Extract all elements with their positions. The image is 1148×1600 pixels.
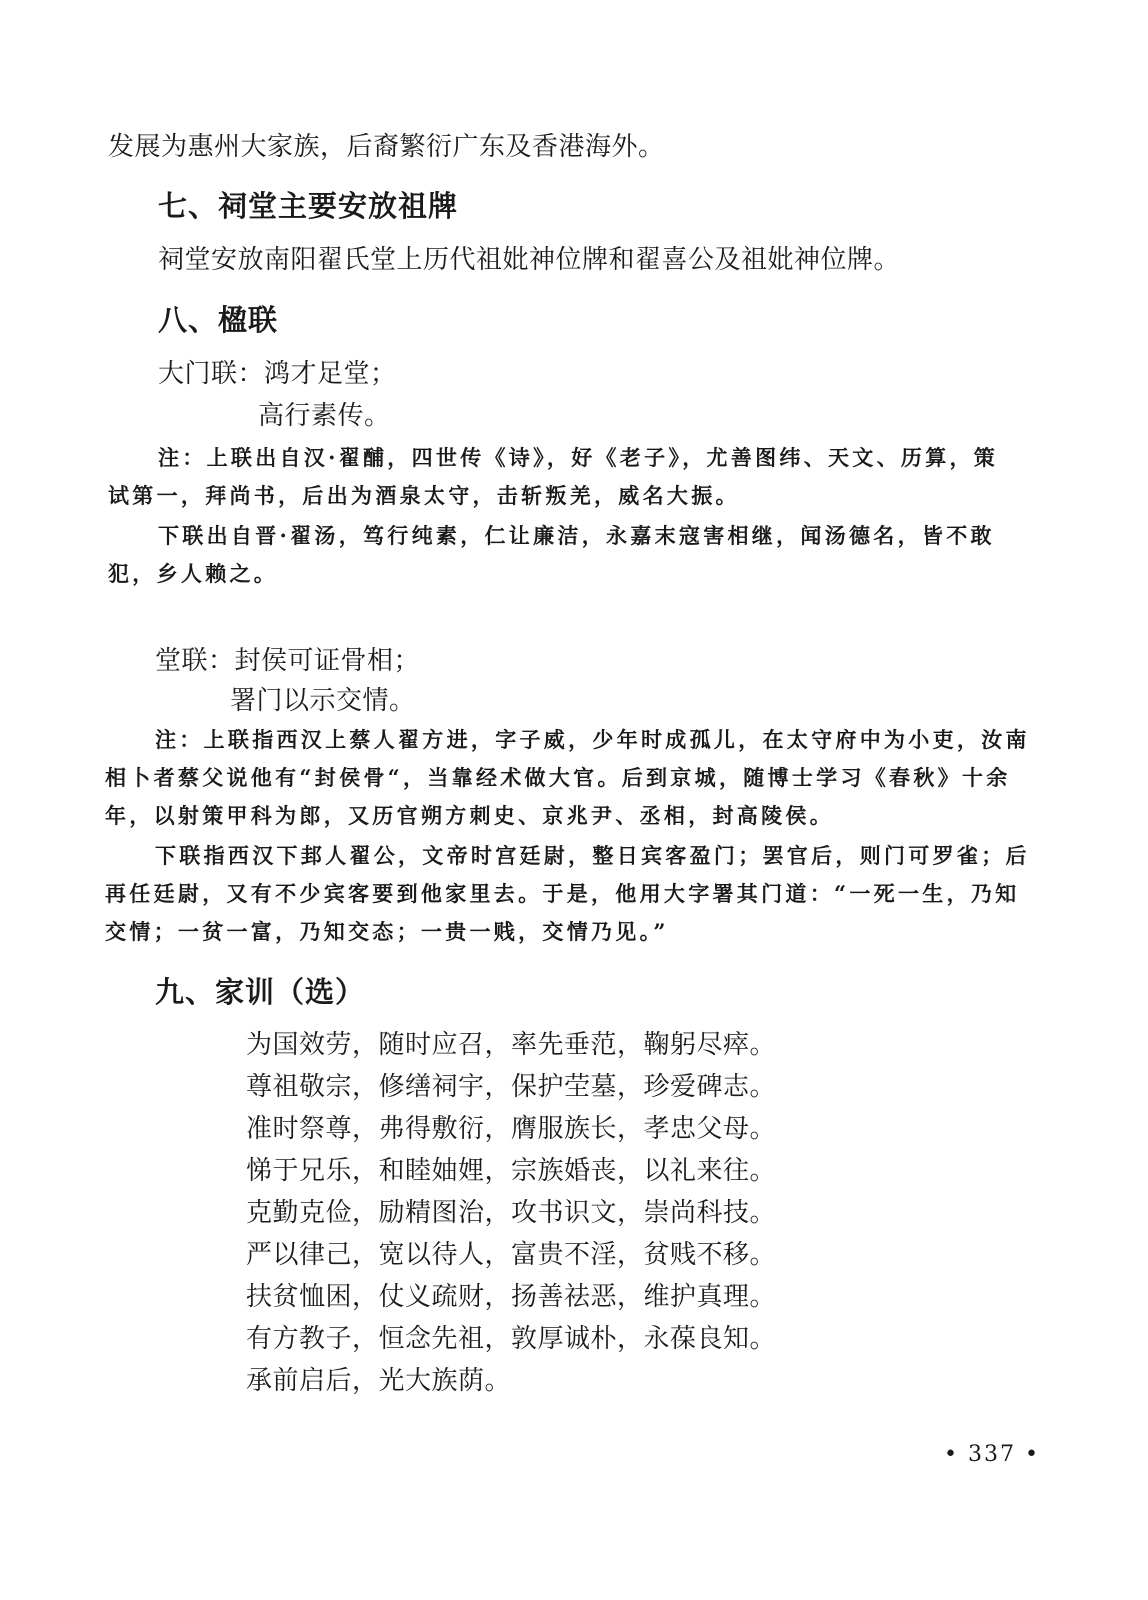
gate-note-1-line-2: 试第一，拜尚书，后出为酒泉太守，击斩叛羌，威名大振。 bbox=[108, 483, 740, 508]
hall-note-2-line-1: 下联指西汉下邽人翟公，文帝时宫廷尉，整日宾客盈门；罢官后，则门可罗雀；后 bbox=[155, 843, 1030, 868]
family-rule-line: 准时祭尊，弗得敷衍，膺服族长，孝忠父母。 bbox=[246, 1114, 777, 1144]
family-rule-line: 有方教子，恒念先祖，敦厚诚朴，永葆良知。 bbox=[246, 1324, 777, 1354]
hall-couplet-line-2: 署门以示交情。 bbox=[230, 686, 416, 716]
family-rule-line: 尊祖敬宗，修缮祠宇，保护茔墓，珍爱碑志。 bbox=[246, 1072, 777, 1102]
hall-note-2-line-3: 交情；一贫一富，乃知交态；一贵一贱，交情乃见。” bbox=[105, 919, 669, 944]
gate-couplet-line-2: 高行素传。 bbox=[258, 401, 391, 431]
section-7-paragraph: 祠堂安放南阳翟氏堂上历代祖妣神位牌和翟喜公及祖妣神位牌。 bbox=[158, 245, 901, 275]
gate-note-2-line-2: 犯，乡人赖之。 bbox=[108, 561, 279, 586]
section-7-heading: 七、祠堂主要安放祖牌 bbox=[158, 189, 459, 223]
intro-line: 发展为惠州大家族，后裔繁衍广东及香港海外。 bbox=[108, 132, 665, 162]
section-9-heading: 九、家训（选） bbox=[155, 975, 366, 1009]
page-number: • 337 • bbox=[944, 1442, 1040, 1467]
hall-couplet-line-1: 堂联：封侯可证骨相； bbox=[155, 646, 421, 676]
family-rule-line: 悌于兄乐，和睦妯娌，宗族婚丧，以礼来往。 bbox=[246, 1156, 777, 1186]
family-rule-line: 严以律己，宽以待人，富贵不淫，贫贱不移。 bbox=[246, 1240, 777, 1270]
family-rule-line: 克勤克俭，励精图治，攻书识文，崇尚科技。 bbox=[246, 1198, 777, 1228]
gate-note-2-line-1: 下联出自晋·翟汤，笃行纯素，仁让廉洁，永嘉末寇害相继，闻汤德名，皆不敢 bbox=[158, 523, 995, 548]
section-8-heading: 八、楹联 bbox=[158, 303, 279, 337]
hall-note-1-line-1: 注：上联指西汉上蔡人翟方进，字子威，少年时成孤儿，在太守府中为小吏，汝南 bbox=[155, 727, 1030, 752]
hall-note-2-line-2: 再任廷尉，又有不少宾客要到他家里去。于是，他用大字署其门道：“一死一生，乃知 bbox=[105, 881, 1020, 906]
family-rule-line: 为国效劳，随时应召，率先垂范，鞠躬尽瘁。 bbox=[246, 1030, 777, 1060]
hall-note-1-line-3: 年，以射策甲科为郎，又历官朔方刺史、京兆尹、丞相，封高陵侯。 bbox=[105, 803, 834, 828]
gate-note-1-line-1: 注：上联出自汉·翟酺，四世传《诗》，好《老子》，尤善图纬、天文、历算，策 bbox=[158, 445, 999, 470]
family-rule-line: 承前启后，光大族荫。 bbox=[246, 1366, 512, 1396]
family-rule-line: 扶贫恤困，仗义疏财，扬善祛恶，维护真理。 bbox=[246, 1282, 777, 1312]
gate-couplet-line-1: 大门联：鸿才足堂； bbox=[158, 359, 397, 389]
hall-note-1-line-2: 相卜者蔡父说他有“封侯骨“，当靠经术做大官。后到京城，随博士学习《春秋》十余 bbox=[105, 765, 1011, 790]
